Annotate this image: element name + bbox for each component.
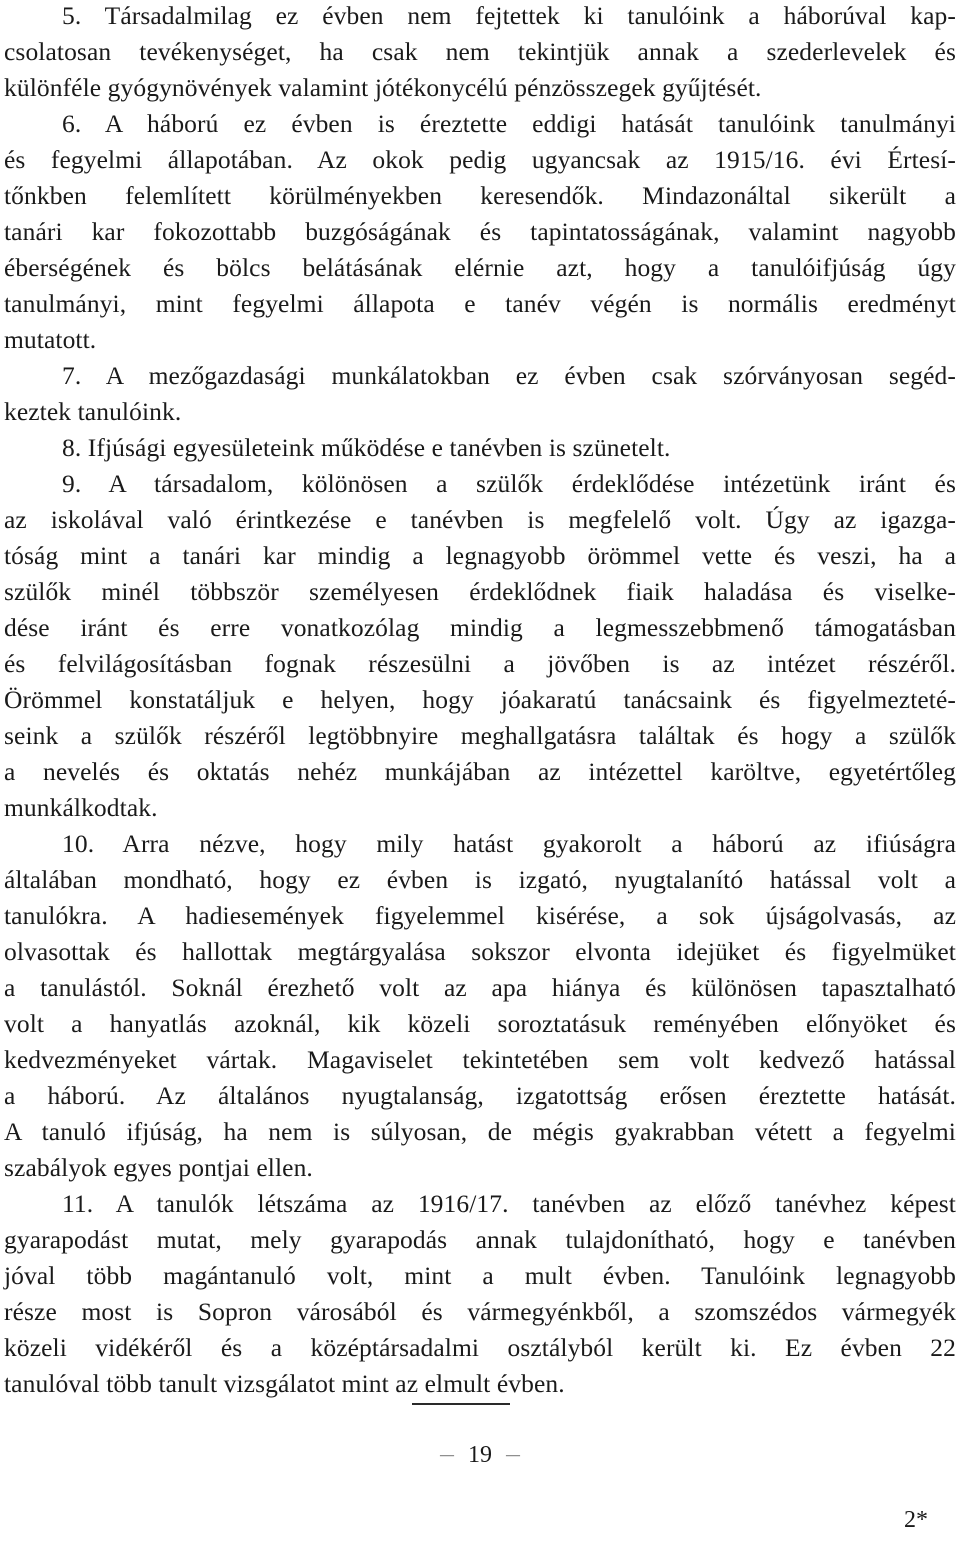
text-line: a tanulástól. Soknál érezhető volt az apa hiánya és különösen tapasztalható [4,973,956,1002]
text-line: éberségének és bölcs belátásának elérnie azt, hogy a tanulóifjúság úgy [4,253,956,282]
text-line: 6. A háború ez évben is éreztette eddigi hatását tanulóink tanulmányi [62,109,956,138]
text-line: 10. Arra nézve, hogy mily hatást gyakorolt a háború az ifiúságra [62,829,956,858]
text-line: kedvezményeket vártak. Magaviselet tekintetében sem volt kedvező hatással [4,1045,956,1074]
text-line: dése iránt és erre vonatkozólag mindig a legmesszebbmenő támogatásban [4,613,956,642]
text-line: közeli vidékéről és a középtársadalmi osztályból került ki. Ez évben 22 [4,1333,956,1362]
text-line: 11. A tanulók létszáma az 1916/17. tanévben az előző tanévhez képest [62,1189,956,1218]
page-number: 19 [468,1442,492,1468]
text-line: tanulmányi, mint fegyelmi állapota e tanév végén is normális eredményt [4,289,956,318]
page-footer [0,1440,960,1470]
text-line: különféle gyógynövények valamint jótékonycélú pénzösszegek gyűjtését. [4,73,762,102]
text-line: seink a szülők részéről legtöbbnyire meghallgatásra találtak és hogy a szülők [4,721,956,750]
text-line: 9. A társadalom, kölönösen a szülők érdeklődése intézetünk iránt és [62,469,956,498]
text-line: 7. A mezőgazdasági munkálatokban ez évben csak szórványosan segéd- [62,361,956,390]
text-line: szabályok egyes pontjai ellen. [4,1153,313,1182]
section-divider [412,1403,510,1405]
text-line: gyarapodást mutat, mely gyarapodás annak tulajdonítható, hogy e tanévben [4,1225,956,1254]
signature-mark: 2* [904,1507,928,1533]
text-line: általában mondható, hogy ez évben is izgató, nyugtalanító hatással volt a [4,865,956,894]
text-line: mutatott. [4,325,97,354]
text-line: tanári kar fokozottabb buzgóságának és tapintatosságának, valamint nagyobb [4,217,956,246]
text-line: volt a hanyatlás azoknál, kik közeli soroztatásuk reményében előnyöket és [4,1009,956,1038]
text-line: szülők minél többször személyesen érdeklődnek fiaik haladása és viselke- [4,577,956,606]
text-line: tóság mint a tanári kar mindig a legnagyobb örömmel vette és veszi, ha a [4,541,956,570]
text-line: a nevelés és oktatás nehéz munkájában az intézettel karöltve, egyetértőleg [4,757,956,786]
text-line: 5. Társadalmilag ez évben nem fejtettek ki tanulóink a háborúval kap- [62,1,956,30]
text-line: csolatosan tevékenységet, ha csak nem tekintjük annak a szederlevelek és [4,37,956,66]
text-line: 8. Ifjúsági egyesületeink működése e tanévben is szünetelt. [62,433,671,462]
text-line: keztek tanulóink. [4,397,182,426]
text-line: tanulóval több tanult vizsgálatot mint az elmult évben. [4,1369,565,1398]
text-line: olvasottak és hallottak megtárgyalása sokszor elvonta idejüket és figyelmüket [4,937,956,966]
text-line: A tanuló ifjúság, ha nem is súlyosan, de mégis gyakrabban vétett a fegyelmi [4,1117,956,1146]
text-line: tőnkben felemlített körülményekben keresendők. Mindazonáltal sikerült a [4,181,956,210]
footer-dash-left: — [440,1448,454,1464]
text-line: Örömmel konstatáljuk e helyen, hogy jóakaratú tanácsaink és figyelmezteté- [4,685,956,714]
text-line: az iskolával való érintkezése e tanévben is megfelelő volt. Úgy az igazga- [4,505,956,534]
text-line: jóval több magántanuló volt, mint a mult évben. Tanulóink legnagyobb [4,1261,956,1290]
text-line: és fegyelmi állapotában. Az okok pedig ugyancsak az 1915/16. évi Értesí- [4,145,956,174]
text-line: része most is Sopron városából és vármegyénkből, a szomszédos vármegyék [4,1297,956,1326]
text-line: tanulókra. A hadiesemények figyelemmel kisérése, a sok újságolvasás, az [4,901,956,930]
text-line: a háború. Az általános nyugtalanság, izgatottság erősen éreztette hatását. [4,1081,956,1110]
footer-dash-right: — [506,1448,520,1464]
text-line: és felvilágosításban fognak részesülni a jövőben is az intézet részéről. [4,649,956,678]
text-line: munkálkodtak. [4,793,158,822]
